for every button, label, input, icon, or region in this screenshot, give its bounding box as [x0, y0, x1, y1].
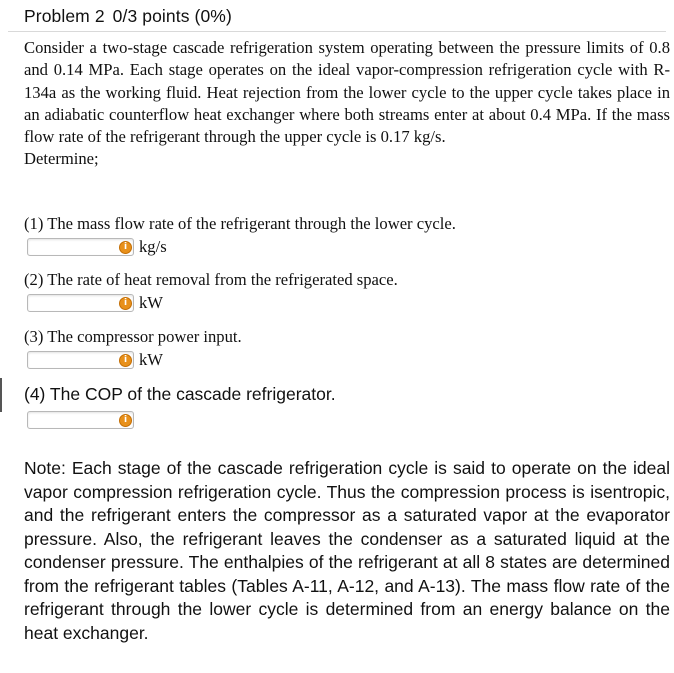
part-2-unit: kW	[139, 293, 163, 312]
part-3-question: (3) The compressor power input.	[24, 327, 242, 346]
info-icon[interactable]: i	[119, 241, 132, 254]
score-label: 0/3 points (0%)	[112, 6, 232, 26]
problem-label: Problem 2	[24, 6, 105, 26]
header-divider	[8, 31, 666, 32]
part-4-question: (4) The COP of the cascade refrigerator.	[24, 384, 336, 404]
problem-statement	[24, 37, 670, 171]
part-2-answer-row	[27, 293, 163, 313]
note-text: Note: Each stage of the cascade refrigeration cycle is said to operate on the ideal vapor compression refrigeration cycle. Thus the compression process is isentropic, and the refrigerant enters the compressor as a saturated vapor at the evaporator pressure. Also, the refrigerant leaves the condenser as a saturated liquid at the condenser pressure. The enthalpies of the refrigerant at all 8 states are determined from the refrigerant tables (Tables A-11, A-12, and A-13). The mass flow rate of the refrigerant through the lower cycle is determined from an energy balance on the heat exchanger.	[24, 458, 670, 643]
info-icon[interactable]: i	[119, 297, 132, 310]
info-icon[interactable]: i	[119, 414, 132, 427]
part-4-answer-row	[27, 411, 132, 429]
part-1-answer-row	[27, 237, 167, 257]
part-2-question: (2) The rate of heat removal from the refrigerated space.	[24, 270, 398, 289]
part-1-question: (1) The mass flow rate of the refrigerant through the lower cycle.	[24, 214, 456, 233]
active-part-marker	[0, 378, 2, 412]
part-3-answer-row	[27, 350, 163, 370]
problem-header	[24, 6, 232, 27]
problem-text: Consider a two-stage cascade refrigeration system operating between the pressure limits of 0.8 and 0.14 MPa. Each stage operates on the ideal vapor-compression refrigeration cycle with R-134a as the working fluid. Heat rejection from the lower cycle to the upper cycle takes place in an adiabatic counterflow heat exchanger where both streams enter at about 0.4 MPa. If the mass flow rate of the refrigerant through the upper cycle is 0.17 kg/s.	[24, 38, 670, 147]
info-icon[interactable]: i	[119, 354, 132, 367]
part-1-answer-input[interactable]	[27, 238, 134, 256]
determine-label: Determine;	[24, 149, 99, 169]
part-2-answer-input[interactable]	[27, 294, 134, 312]
note-section	[24, 457, 670, 645]
part-3-answer-input[interactable]	[27, 351, 134, 369]
part-1-unit: kg/s	[139, 237, 167, 256]
part-3-unit: kW	[139, 350, 163, 369]
part-4-answer-input[interactable]	[27, 411, 134, 429]
